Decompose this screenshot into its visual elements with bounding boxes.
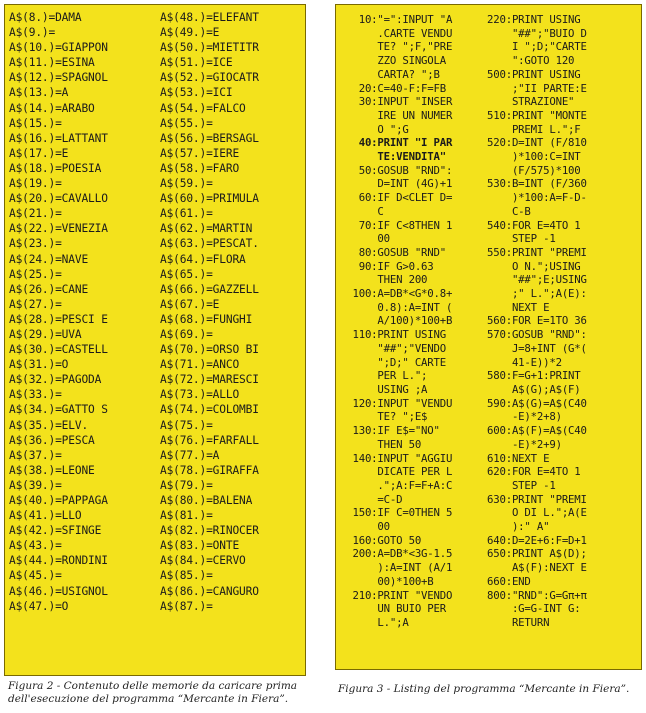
- code-line: TE? ";E$: [340, 410, 428, 424]
- memory-entry: A$(49.)=E: [160, 26, 220, 40]
- code-line: 00)*100+B: [340, 574, 434, 588]
- code-line: TE:VENDITA": [340, 150, 446, 164]
- memory-entry: A$(74.)=COLOMBI: [160, 403, 259, 417]
- memory-left-column: [9, 10, 108, 614]
- code-line: 210:PRINT "VENDO: [340, 588, 453, 602]
- memory-entry: A$(8.)=DAMA: [9, 11, 82, 24]
- code-line: 120:INPUT "VENDU: [340, 396, 453, 410]
- memory-entry: A$(18.)=POESIA: [9, 161, 102, 175]
- memory-contents-panel: [4, 4, 306, 676]
- code-line: "##";"BUIO D: [487, 26, 587, 40]
- memory-entry: A$(17.)=E: [9, 146, 69, 160]
- code-line: C-B: [487, 204, 531, 218]
- code-line: STEP -1: [487, 232, 556, 246]
- code-line: O N.";USING: [487, 259, 581, 273]
- code-line: ;" L.";A(E):: [487, 287, 587, 301]
- memory-entry: A$(41.)=LLO: [9, 509, 82, 523]
- memory-entry: A$(61.)=: [160, 207, 213, 221]
- memory-entry: A$(19.)=: [9, 177, 62, 191]
- code-line: 550:PRINT "PREMI: [487, 245, 587, 259]
- code-line: USING ;A: [340, 382, 428, 396]
- code-line: A$(G);A$(F): [487, 382, 581, 396]
- code-line: DICATE PER L: [340, 465, 453, 479]
- memory-entry: A$(65.)=: [160, 267, 213, 281]
- figure-2-caption-line-1: Figura 2 - Contenuto delle memorie da caricare prima: [8, 680, 298, 692]
- code-line: 570:GOSUB "RND":: [487, 328, 587, 342]
- memory-entry: A$(13.)=A: [9, 86, 69, 100]
- code-line: A$(F):NEXT E: [487, 561, 587, 575]
- code-line: 00: [340, 520, 390, 534]
- code-line: 600:A$(F)=A$(C40: [487, 424, 587, 438]
- code-line: PER L.";: [340, 369, 428, 383]
- code-line: 150:IF C=0THEN 5: [340, 506, 453, 520]
- memory-entry: A$(29.)=UVA: [9, 327, 82, 341]
- code-line: 580:F=G+1:PRINT: [487, 369, 581, 383]
- memory-entry: A$(33.)=: [9, 388, 62, 402]
- code-line: 41-E))*2: [487, 355, 562, 369]
- memory-entry: A$(26.)=CANE: [9, 282, 89, 296]
- code-line: IRE UN NUMER: [340, 108, 453, 122]
- code-line: 160:GOTO 50: [340, 533, 422, 547]
- code-line: .CARTE VENDU: [340, 26, 453, 40]
- memory-entry: A$(43.)=: [9, 539, 62, 553]
- code-line: TE? ";F,"PRE: [340, 40, 453, 54]
- code-line: 610:NEXT E: [487, 451, 550, 465]
- code-line: THEN 200: [340, 273, 428, 287]
- memory-entry: A$(59.)=: [160, 177, 213, 191]
- memory-entry: A$(82.)=RINOCER: [160, 524, 259, 538]
- memory-entry: A$(78.)=GIRAFFA: [160, 463, 259, 477]
- code-line: ZZO SINGOLA: [340, 54, 446, 68]
- memory-entry: A$(38.)=LEONE: [9, 463, 95, 477]
- memory-entry: A$(12.)=SPAGNOL: [9, 71, 108, 85]
- memory-entry: A$(36.)=PESCA: [9, 433, 95, 447]
- memory-entry: A$(24.)=NAVE: [9, 252, 89, 266]
- memory-entry: A$(44.)=RONDINI: [9, 554, 108, 568]
- memory-entry: A$(70.)=ORSO BI: [160, 343, 259, 357]
- code-line: 10:"=":INPUT "A: [340, 13, 453, 26]
- memory-entry: A$(10.)=GIAPPON: [9, 41, 108, 55]
- code-line: NEXT E: [487, 300, 550, 314]
- code-line: PREMI L.";F: [487, 122, 581, 136]
- memory-entry: A$(76.)=FARFALL: [160, 433, 259, 447]
- memory-entry: A$(50.)=MIETITR: [160, 41, 259, 55]
- code-line: 70:IF C<8THEN 1: [340, 218, 453, 232]
- memory-entry: A$(63.)=PESCAT.: [160, 237, 259, 251]
- memory-entry: A$(48.)=ELEFANT: [160, 11, 259, 24]
- code-line: 620:FOR E=4TO 1: [487, 465, 581, 479]
- memory-entry: A$(42.)=SFINGE: [9, 524, 102, 538]
- code-line: 560:FOR E=1TO 36: [487, 314, 587, 328]
- memory-entry: A$(79.)=: [160, 478, 213, 492]
- code-line: 650:PRINT A$(D);: [487, 547, 587, 561]
- memory-right-column: [160, 10, 259, 614]
- memory-entry: A$(37.)=: [9, 448, 62, 462]
- code-line: -E)*2+9): [487, 437, 562, 451]
- memory-entry: A$(35.)=ELV.: [9, 418, 89, 432]
- memory-entry: A$(39.)=: [9, 478, 62, 492]
- code-line: )*100:C=INT: [487, 150, 581, 164]
- memory-entry: A$(16.)=LATTANT: [9, 131, 108, 145]
- code-line: .";A:F=F+A:C: [340, 478, 453, 492]
- code-line: 0.8):A=INT (: [340, 300, 453, 314]
- code-line: ":GOTO 120: [487, 54, 575, 68]
- memory-entry: A$(81.)=: [160, 509, 213, 523]
- code-line: STRAZIONE": [487, 95, 575, 109]
- memory-entry: A$(40.)=PAPPAGA: [9, 494, 108, 507]
- memory-entry: A$(83.)=ONTE: [160, 539, 240, 553]
- code-line: "##";E;USING: [487, 273, 587, 287]
- memory-entry: A$(15.)=: [9, 116, 62, 130]
- memory-entry: A$(68.)=FUNGHI: [160, 312, 253, 326]
- code-line: UN BUIO PER: [340, 602, 446, 616]
- figure-2-caption: [8, 680, 308, 706]
- code-line: 60:IF D<CLET D=: [340, 191, 453, 205]
- code-line: ";D;" CARTE: [340, 355, 446, 369]
- memory-entry: A$(64.)=FLORA: [160, 252, 246, 266]
- memory-entry: A$(23.)=: [9, 237, 62, 251]
- memory-entry: A$(56.)=BERSAGL: [160, 131, 259, 145]
- code-line: D=INT (4G)+1: [340, 177, 453, 191]
- memory-entry: A$(72.)=MARESCI: [160, 373, 259, 387]
- code-line: 220:PRINT USING: [487, 13, 581, 26]
- figure-3-caption: Figura 3 - Listing del programma “Mercante in Fiera”.: [338, 683, 630, 695]
- code-line: 50:GOSUB "RND":: [340, 163, 453, 177]
- code-line: 660:END: [487, 574, 531, 588]
- memory-entry: A$(60.)=PRIMULA: [160, 192, 259, 206]
- code-line: 640:D=2E+6:F=D+1: [487, 533, 587, 547]
- memory-entry: A$(20.)=CAVALLO: [9, 192, 108, 206]
- memory-entry: A$(80.)=BALENA: [160, 494, 253, 507]
- code-line: 530:B=INT (F/360: [487, 177, 587, 191]
- program-listing-panel: [335, 4, 642, 670]
- code-line: :G=G-INT G:: [487, 602, 581, 616]
- memory-entry: A$(14.)=ARABO: [9, 101, 95, 115]
- code-line: =C-D: [340, 492, 403, 506]
- code-line: )*100:A=F-D-: [487, 191, 587, 205]
- code-line: 100:A=DB*<G*0.8+: [340, 287, 453, 301]
- code-line: 540:FOR E=4TO 1: [487, 218, 581, 232]
- memory-entry: A$(66.)=GAZZELL: [160, 282, 259, 296]
- code-line: 130:IF E$="NO": [340, 424, 440, 438]
- code-line: O DI L.";A(E: [487, 506, 587, 520]
- code-line: THEN 50: [340, 437, 422, 451]
- memory-entry: A$(34.)=GATTO S: [9, 403, 108, 417]
- listing-right-column: [487, 13, 587, 630]
- code-line: "##";"VENDO: [340, 341, 446, 355]
- code-line: RETURN: [487, 615, 550, 629]
- memory-entry: A$(30.)=CASTELL: [9, 343, 108, 357]
- memory-entry: A$(57.)=IERE: [160, 146, 240, 160]
- code-line: 200:A=DB*<3G-1.5: [340, 547, 453, 561]
- code-line: 630:PRINT "PREMI: [487, 492, 587, 506]
- code-line: 590:A$(G)=A$(C40: [487, 396, 587, 410]
- code-line: 30:INPUT "INSER: [340, 95, 453, 109]
- memory-entry: A$(67.)=E: [160, 297, 220, 311]
- memory-entry: A$(27.)=: [9, 297, 62, 311]
- code-line: 20:C=40-F:F=FB: [340, 81, 446, 95]
- memory-entry: A$(85.)=: [160, 569, 213, 583]
- code-line: 520:D=INT (F/810: [487, 136, 587, 150]
- code-line: ;"II PARTE:E: [487, 81, 587, 95]
- memory-entry: A$(69.)=: [160, 327, 213, 341]
- code-line: 500:PRINT USING: [487, 67, 581, 81]
- memory-entry: A$(87.)=: [160, 599, 213, 613]
- memory-entry: A$(55.)=: [160, 116, 213, 130]
- memory-entry: A$(45.)=: [9, 569, 62, 583]
- memory-entry: A$(9.)=: [9, 26, 56, 40]
- code-line: L.";A: [340, 615, 409, 629]
- code-line: 800:"RND":G=Gπ+π: [487, 588, 587, 602]
- code-line: -E)*2+8): [487, 410, 562, 424]
- code-line: 00: [340, 232, 390, 246]
- memory-entry: A$(73.)=ALLO: [160, 388, 240, 402]
- code-line: 110:PRINT USING: [340, 328, 446, 342]
- memory-entry: A$(28.)=PESCI E: [9, 312, 108, 326]
- code-line: ):A=INT (A/1: [340, 561, 453, 575]
- memory-entry: A$(84.)=CERVO: [160, 554, 246, 568]
- code-line: ):" A": [487, 520, 550, 534]
- memory-entry: A$(51.)=ICE: [160, 56, 233, 70]
- listing-left-column: [340, 13, 452, 630]
- code-line: C: [340, 204, 384, 218]
- memory-entry: A$(22.)=VENEZIA: [9, 222, 108, 236]
- code-line: A/100)*100+B: [340, 314, 453, 328]
- figure-2-caption-line-2: dell'esecuzione del programma “Mercante in Fiera”.: [8, 693, 289, 705]
- memory-entry: A$(71.)=ANCO: [160, 358, 240, 372]
- memory-entry: A$(58.)=FARO: [160, 161, 240, 175]
- memory-entry: A$(46.)=USIGNOL: [9, 584, 108, 598]
- code-line: (F/575)*100: [487, 163, 581, 177]
- memory-entry: A$(62.)=MARTIN: [160, 222, 253, 236]
- memory-entry: A$(53.)=ICI: [160, 86, 233, 100]
- code-line: 140:INPUT "AGGIU: [340, 451, 453, 465]
- memory-entry: A$(21.)=: [9, 207, 62, 221]
- code-line: 510:PRINT "MONTE: [487, 108, 587, 122]
- code-line: CARTA? ";B: [340, 67, 440, 81]
- memory-entry: A$(75.)=: [160, 418, 213, 432]
- code-line: 40:PRINT "I PAR: [340, 136, 453, 150]
- memory-entry: A$(52.)=GIOCATR: [160, 71, 259, 85]
- memory-entry: A$(31.)=O: [9, 358, 69, 372]
- code-line: 90:IF G>0.63: [340, 259, 434, 273]
- memory-entry: A$(32.)=PAGODA: [9, 373, 102, 387]
- memory-entry: A$(47.)=O: [9, 599, 69, 613]
- code-line: 80:GOSUB "RND": [340, 245, 446, 259]
- memory-entry: A$(11.)=ESINA: [9, 56, 95, 70]
- memory-entry: A$(86.)=CANGURO: [160, 584, 259, 598]
- memory-entry: A$(25.)=: [9, 267, 62, 281]
- code-line: I ";D;"CARTE: [487, 40, 587, 54]
- code-line: J=8+INT (G*(: [487, 341, 587, 355]
- code-line: STEP -1: [487, 478, 556, 492]
- memory-entry: A$(54.)=FALCO: [160, 101, 246, 115]
- code-line: O ";G: [340, 122, 409, 136]
- memory-entry: A$(77.)=A: [160, 448, 220, 462]
